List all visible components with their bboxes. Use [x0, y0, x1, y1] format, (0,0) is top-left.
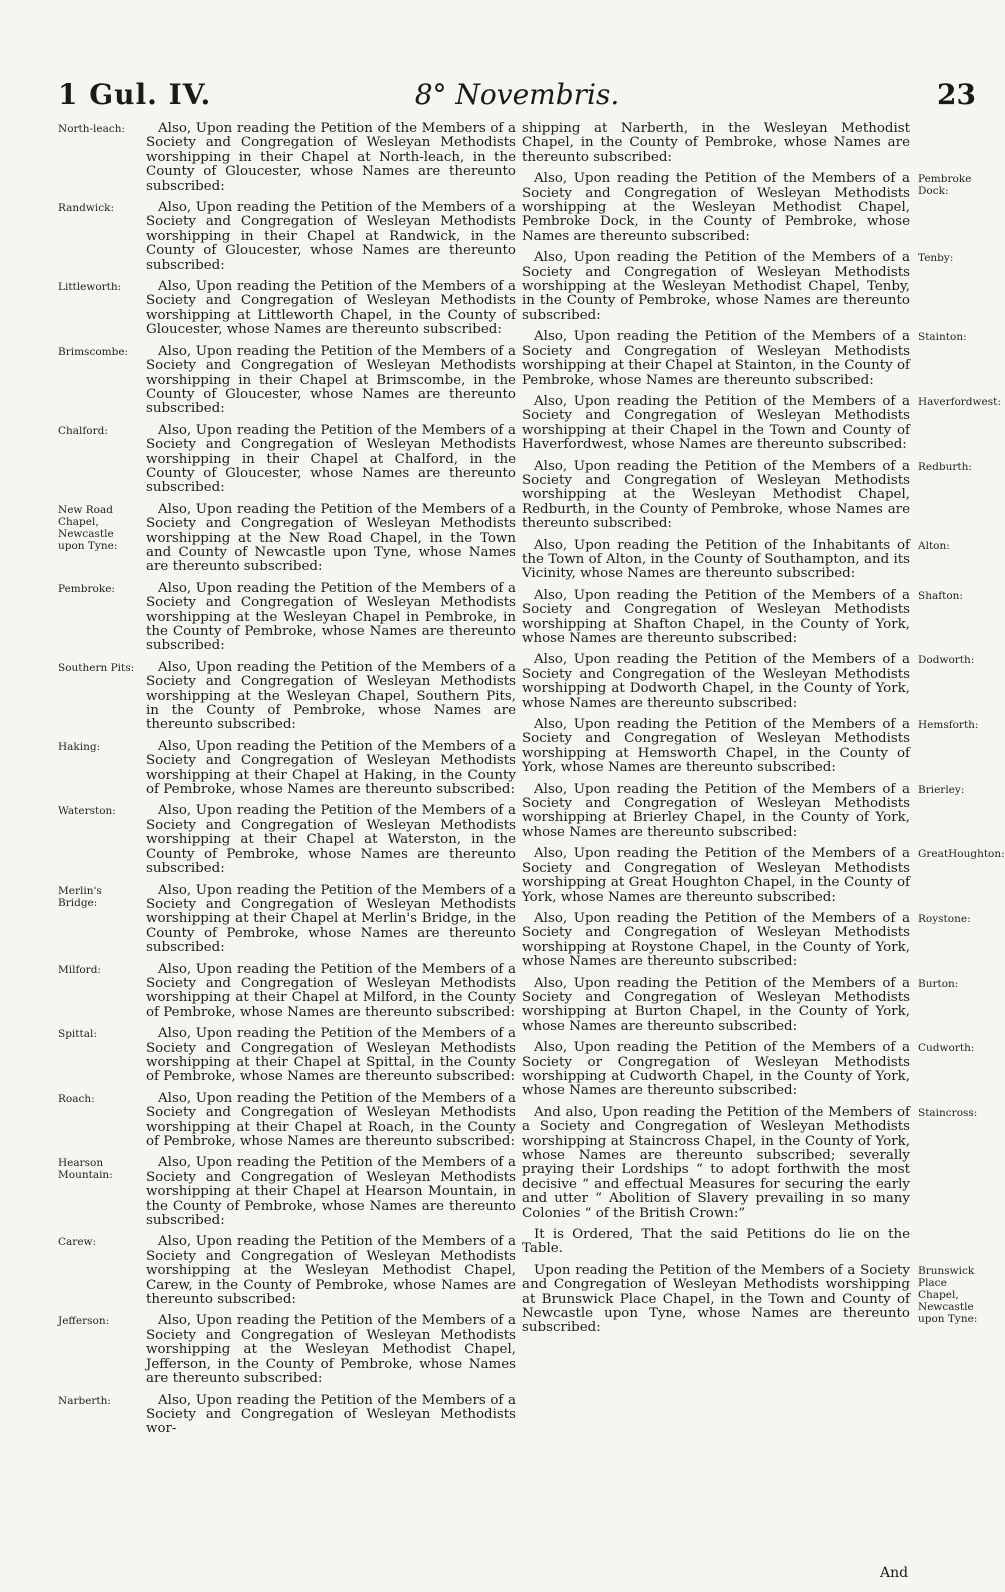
- petition-entry: [522, 330, 982, 388]
- petition-text: Also, Upon reading the Petition of the Members of a Society and Congregation of the Wesleyan Methodists worshipping at Dodworth Chapel, in the County of York, whose Names are thereunto subscribed:: [522, 652, 910, 711]
- petition-entry: [58, 1092, 520, 1150]
- right-column: [522, 121, 1005, 1343]
- petition-text: Also, Upon reading the Petition of the Members of a Society and Congregation of Wesleyan Methodists worshipping at Roystone Chapel, in the County of York, whose Names are thereunto subscribed:: [522, 910, 910, 970]
- petition-entry: [522, 460, 982, 532]
- margin-note: Brunswick Place Chapel, Newcastle upon Tyne:: [918, 1264, 978, 1325]
- petition-text: Also, Upon reading the Petition of the Members of a Society and Congregation of Wesleyan Methodists worshipping in their Chapel at North-leach, in the County of Gloucester, whose Names are thereunto subscribed:: [146, 121, 516, 194]
- petition-text: Also, Upon reading the Petition of the Members of a Society and Congregation of Wesleyan Methodists worshipping at their Chapel at Roach, in the County of Pembroke, whose Names are thereunto subscribed:: [146, 1090, 516, 1149]
- petition-entry: [58, 1027, 520, 1085]
- petition-text: Also, Upon reading the Petition of the Members of a Society and Congregation of Wesleyan Methodists worshipping at the Wesleyan Chapel, Southern Pits, in the County of Pembroke, whose Names are thereunto subscribed:: [146, 659, 516, 733]
- petition-entry: [58, 503, 520, 575]
- page-date: 8° Novembris.: [414, 78, 620, 111]
- petition-entry: [58, 1314, 520, 1386]
- petition-text: Also, Upon reading the Petition of the Members of a Society and Congregation of Wesleyan Methodists worshipping at Brierley Chapel, in the County of York, whose Names are thereunto subscribed:: [522, 781, 910, 840]
- margin-note: Milford:: [58, 963, 101, 976]
- margin-note: Hemsforth:: [918, 719, 979, 732]
- margin-note: Alton:: [918, 539, 950, 552]
- petition-entry: [58, 1235, 520, 1307]
- petition-entry: [522, 1228, 982, 1257]
- margin-note: Roystone:: [918, 912, 971, 925]
- margin-note: Stainton:: [918, 331, 967, 344]
- petition-text: Also, Upon reading the Petition of the Members of a Society and Congregation of Wesleyan Methodists worshipping at the New Road Chapel, in the Town and County of Newcastle upon Tyne, whose Names are thereunto subscribed:: [146, 501, 516, 575]
- margin-note: Chalford:: [58, 424, 108, 437]
- petition-text: Also, Upon reading the Petition of the Members of a Society and Congregation of Wesleyan Methodists worshipping at Shafton Chapel, in the County of York, whose Names are thereunto subscribed:: [522, 587, 910, 646]
- petition-entry: [522, 1264, 982, 1336]
- petition-text: Also, Upon reading the Petition of the Members of a Society and Congregation of Wesleyan Methodists worshipping at the Wesleyan Methodist Chapel, Pembroke Dock, in the County of Pembroke, whose Names are thereunto subscribed:: [522, 171, 910, 244]
- petition-text: Also, Upon reading the Petition of the Members of a Society and Congregation of Wesleyan Methodists worshipping at Littleworth Chapel, in the County of Gloucester, whose Names are thereunto subscribed:: [146, 279, 516, 338]
- petition-text: It is Ordered, That the said Petitions do lie on the Table.: [522, 1227, 910, 1257]
- margin-note: Pembroke:: [58, 582, 115, 595]
- petition-entry: [522, 783, 982, 841]
- petition-entry: [58, 582, 520, 654]
- petition-entry: [58, 963, 520, 1021]
- petition-entry: [58, 201, 520, 273]
- petition-text: Also, Upon reading the Petition of the Members of a Society and Congregation of Wesleyan Methodists worshipping at the Wesleyan Methodist Chapel, Jefferson, in the County of Pembroke, whose Names are thereunto subscribed:: [146, 1313, 516, 1387]
- petition-text: Also, Upon reading the Petition of the Members of a Society and Congregation of Wesleyan Methodists worshipping at their Chapel at Stainton, in the County of Pembroke, whose Names are thereunto subscribed:: [522, 329, 910, 388]
- petition-entry: [58, 804, 520, 876]
- petition-entry: [522, 589, 982, 647]
- regnal-year: 1 Gul. IV.: [58, 78, 212, 111]
- left-column: [58, 122, 520, 1444]
- petition-entry: [522, 122, 982, 165]
- petition-entry: [522, 846, 1005, 905]
- margin-note: New Road Chapel, Newcastle upon Tyne:: [58, 503, 118, 552]
- petition-entry: [58, 1156, 520, 1228]
- petition-text: Also, Upon reading the Petition of the Members of a Society and Congregation of Wesleyan Methodists worshipping at Great Houghton Chapel, in the County of York, whose Names are thereunto subscribed:: [522, 846, 910, 905]
- petition-entry: [58, 280, 520, 338]
- petition-text: Also, Upon reading the Petition of the Members of a Society and Congregation of Wesleyan Methodists worshipping at their Chapel at Haking, in the County of Pembroke, whose Names are thereunto subscribed:: [146, 738, 516, 798]
- petition-text: Also, Upon reading the Petition of the Members of a Society and Congregation of Wesleyan Methodists worshipping at their Chapel at Spittal, in the County of Pembroke, whose Names are thereunto subscribed:: [146, 1026, 516, 1085]
- petition-text: Also, Upon reading the Petition of the Members of a Society and Congregation of Wesleyan Methodists worshipping at their Chapel in the Town and County of Haverfordwest, whose Names are thereunto subscribed:: [522, 393, 910, 453]
- margin-note: Pembroke Dock:: [918, 173, 972, 198]
- margin-note: GreatHoughton:: [918, 848, 1005, 861]
- margin-note: Roach:: [58, 1092, 95, 1105]
- petition-entry: [58, 1394, 520, 1437]
- margin-note: Spittal:: [58, 1028, 97, 1041]
- petition-entry: [522, 718, 982, 776]
- margin-note: Dodworth:: [918, 654, 975, 667]
- petition-entry: [58, 424, 520, 496]
- petition-text: Also, Upon reading the Petition of the Members of a Society or Congregation of Wesleyan Methodists worshipping at Cudworth Chapel, in the County of York, whose Names are thereunto subscribed:: [522, 1040, 910, 1099]
- petition-entry: [58, 122, 520, 194]
- petition-entry: [522, 539, 982, 582]
- petition-text: Also, Upon reading the Petition of the Members of a Society and Congregation of Wesleyan Methodists worshipping in their Chapel at Brimscombe, in the County of Gloucester, whose Names are thereunto subscribed:: [146, 343, 516, 417]
- petition-text: Also, Upon reading the Petition of the Members of a Society and Congregation of Wesleyan Methodists worshipping at their Chapel at Merlin's Bridge, in the County of Pembroke, whose Names are thereunto subscribed:: [146, 882, 516, 956]
- petition-entry: [522, 1106, 982, 1221]
- petition-text: Also, Upon reading the Petition of the Members of a Society and Congregation of Wesleyan Methodists worshipping at the Wesleyan Methodist Chapel, Tenby, in the County of Pembroke, whose Names are thereunto subscribed:: [522, 250, 910, 323]
- petition-entry: [522, 653, 982, 711]
- margin-note: Staincross:: [918, 1106, 978, 1119]
- margin-note: Burton:: [918, 977, 959, 990]
- petition-entry: [58, 740, 520, 798]
- petition-text: Also, Upon reading the Petition of the Members of a Society and Congregation of Wesleyan Methodists worshipping in their Chapel at Randwick, in the County of Gloucester, whose Names are thereunto subscribed:: [146, 200, 516, 273]
- petition-text: Also, Upon reading the Petition of the Members of a Society and Congregation of Wesleyan Methodists worshipping at the Wesleyan Methodist Chapel, Redburth, in the County of Pembroke, whose Names are thereunto subscribed:: [522, 458, 910, 532]
- petition-text: Also, Upon reading the Petition of the Members of a Society and Congregation of Wesleyan Methodists worshipping in their Chapel at Chalford, in the County of Gloucester, whose Names are thereunto subscribed:: [146, 422, 516, 496]
- petition-text: Also, Upon reading the Petition of the Members of a Society and Congregation of Wesleyan Methodists wor-: [146, 1392, 516, 1437]
- catchword: And: [880, 1565, 909, 1581]
- margin-note: Narberth:: [58, 1394, 111, 1407]
- petition-entry: [522, 172, 982, 244]
- margin-note: Waterston:: [58, 805, 116, 818]
- margin-note: Redburth:: [918, 460, 972, 473]
- petition-text: Also, Upon reading the Petition of the Members of a Society and Congregation of Wesleyan Methodists worshipping at the Wesleyan Chapel in Pembroke, in the County of Pembroke, whose Names are thereunto subscribed:: [146, 580, 516, 654]
- page-number: 23: [937, 78, 976, 111]
- petition-entry: [522, 977, 982, 1035]
- margin-note: Littleworth:: [58, 281, 122, 294]
- petition-entry: [58, 661, 520, 733]
- petition-text: Also, Upon reading the Petition of the Members of a Society and Congregation of Wesleyan Methodists worshipping at the Wesleyan Methodist Chapel, Carew, in the County of Pembroke, whose Names are thereunto subscribed:: [146, 1234, 516, 1308]
- page-header: [58, 78, 976, 118]
- margin-note: Cudworth:: [918, 1042, 975, 1055]
- petition-text: Also, Upon reading the Petition of the Members of a Society and Congregation of Wesleyan Methodists worshipping at their Chapel at Hearson Mountain, in the County of Pembroke, whose Names are thereunto subscribed:: [146, 1155, 516, 1229]
- margin-note: Randwick:: [58, 202, 115, 215]
- margin-note: North-leach:: [58, 123, 126, 135]
- margin-note: Carew:: [58, 1236, 97, 1249]
- petition-entry: [522, 251, 982, 323]
- petition-entry: [522, 1041, 982, 1099]
- petition-entry: [58, 345, 520, 417]
- margin-note: Shafton:: [918, 589, 963, 602]
- margin-note: Tenby:: [918, 252, 954, 265]
- margin-note: Haverfordwest:: [918, 395, 1001, 408]
- petition-text: And also, Upon reading the Petition of the Members of a Society and Congregation of Wesleyan Methodists worshipping at Staincross Chapel, in the County of York, whose Names are thereunto subscribed; severally praying their Lordships “ to adopt forthwith the most decisive “ and effectual Measures for securing the early and utter “ Abolition of Slavery prevailing in so many Colonies “ of the British Crown:”: [522, 1104, 910, 1221]
- petition-text: Also, Upon reading the Petition of the Inhabitants of the Town of Alton, in the County of Southampton, and its Vicinity, whose Names are thereunto subscribed:: [522, 537, 910, 582]
- margin-note: Jefferson:: [58, 1315, 110, 1328]
- petition-entry: [522, 912, 982, 970]
- margin-note: Haking:: [58, 740, 101, 753]
- petition-text: Also, Upon reading the Petition of the Members of a Society and Congregation of Wesleyan Methodists worshipping at their Chapel at Waterston, in the County of Pembroke, whose Names are thereunto subscribed:: [146, 803, 516, 877]
- petition-text: Also, Upon reading the Petition of the Members of a Society and Congregation of Wesleyan Methodists worshipping at Hemsworth Chapel, in the County of York, whose Names are thereunto subscribed:: [522, 717, 910, 776]
- petition-entry: [58, 884, 520, 956]
- margin-note: Brimscombe:: [58, 345, 129, 358]
- margin-note: Merlin's Bridge:: [58, 884, 102, 909]
- margin-note: Southern Pits:: [58, 661, 135, 674]
- petition-text: shipping at Narberth, in the Wesleyan Methodist Chapel, in the County of Pembroke, whose Names are thereunto subscribed:: [522, 121, 910, 165]
- petition-text: Also, Upon reading the Petition of the Members of a Society and Congregation of Wesleyan Methodists worshipping at Burton Chapel, in the County of York, whose Names are thereunto subscribed:: [522, 975, 910, 1034]
- margin-note: Hearson Mountain:: [58, 1157, 113, 1182]
- petition-text: Upon reading the Petition of the Members of a Society and Congregation of Wesleyan Methodists worshipping at Brunswick Place Chapel, in the Town and County of Newcastle upon Tyne, whose Names are thereunto subscribed:: [522, 1262, 910, 1336]
- petition-text: Also, Upon reading the Petition of the Members of a Society and Congregation of Wesleyan Methodists worshipping at their Chapel at Milford, in the County of Pembroke, whose Names are thereunto subscribed:: [146, 961, 516, 1020]
- margin-note: Brierley:: [918, 783, 965, 796]
- petition-entry: [522, 393, 1001, 453]
